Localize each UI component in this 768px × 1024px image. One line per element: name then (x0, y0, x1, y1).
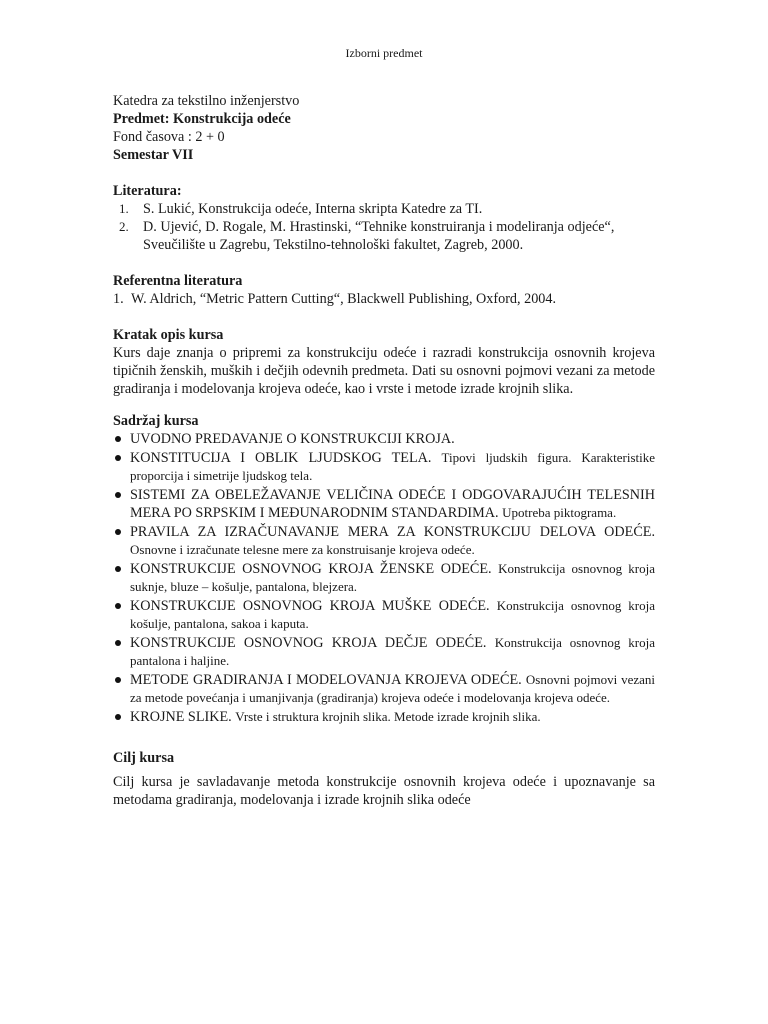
bullet-icon (115, 492, 121, 498)
sadrzaj-item (113, 449, 655, 485)
bullet-icon (115, 603, 121, 609)
katedra-line: Katedra za tekstilno inženjerstvo (113, 93, 300, 109)
semestar-line: Semestar VII (113, 147, 194, 163)
literatura-list (113, 200, 655, 254)
bullet-icon (115, 566, 121, 572)
sadrzaj-item (113, 430, 655, 448)
predmet-line: Predmet: Konstrukcija odeće (113, 111, 291, 127)
sadrzaj-list (113, 430, 655, 726)
sadrzaj-item (113, 597, 655, 633)
sadrzaj-item-title: KONSTRUKCIJE OSNOVNOG KROJA ŽENSKE ODEĆE. (130, 561, 492, 577)
referentna-item-number: 1. (113, 291, 124, 307)
sadrzaj-item (113, 708, 655, 726)
sadrzaj-item (113, 634, 655, 670)
opis-heading: Kratak opis kursa (113, 327, 224, 343)
bullet-icon (115, 714, 121, 720)
sadrzaj-item-detail: Osnovne i izračunate telesne mere za konstruisanje krojeva odeće. (130, 542, 475, 557)
sadrzaj-item-title: KONSTRUKCIJE OSNOVNOG KROJA MUŠKE ODEĆE. (130, 598, 490, 614)
referentna-list (113, 290, 655, 308)
sadrzaj-item-detail: Upotreba piktograma. (502, 505, 617, 520)
bullet-icon (115, 455, 121, 461)
referentna-item (113, 290, 655, 308)
opis-text: Kurs daje znanja o pripremi za konstrukciju odeće i razradi konstrukcija osnovnih krojeva tipičnih ženskih, muških i dečjih odevnih predmeta. Dati su osnovni pojmovi vezani za metode gradiranja i modelovanja krojeva odeće, kao i vrste i metode izrade krojnih slika. (113, 345, 655, 397)
literatura-item-number: 1. (119, 201, 129, 216)
referentna-heading: Referentna literatura (113, 273, 243, 289)
sadrzaj-item-detail: Konstrukcija osnovnog kroja suknje, bluze – košulje, pantalona, blejzera. (130, 561, 656, 594)
document-body (113, 92, 655, 809)
cilj-text: Cilj kursa je savladavanje metoda konstrukcije osnovnih krojeva odeće i upoznavanje sa metodama gradiranja, modelovanja i izrade krojnih slika odeće (113, 774, 655, 808)
sadrzaj-item (113, 671, 655, 707)
page-header: Izborni predmet (345, 46, 423, 60)
sadrzaj-item-title: METODE GRADIRANJA I MODELOVANJA KROJEVA ODEĆE. (130, 672, 522, 688)
fond-line: Fond časova : 2 + 0 (113, 129, 225, 145)
sadrzaj-item (113, 523, 655, 559)
sadrzaj-item-detail: Osnovni pojmovi vezani za metode povećanja i umanjivanja (gradiranja) krojeva odeće i modelovanja krojeva odeće. (130, 672, 655, 705)
sadrzaj-item-detail: Tipovi ljudskih figura. Karakteristike proporcija i simetrije ljudskog tela. (130, 450, 655, 483)
bullet-icon (115, 436, 121, 442)
cilj-heading: Cilj kursa (113, 750, 175, 766)
sadrzaj-item-title: PRAVILA ZA IZRAČUNAVANJE MERA ZA KONSTRUKCIJU DELOVA ODEĆE. (130, 524, 655, 540)
sadrzaj-item (113, 486, 655, 522)
literatura-item (113, 200, 655, 218)
bullet-icon (115, 677, 121, 683)
literatura-item (113, 218, 655, 254)
sadrzaj-item-title: KONSTITUCIJA I OBLIK LJUDSKOG TELA. (130, 450, 432, 466)
sadrzaj-item-title: KONSTRUKCIJE OSNOVNOG KROJA DEČJE ODEĆE. (130, 635, 487, 651)
sadrzaj-heading: Sadržaj kursa (113, 413, 199, 429)
sadrzaj-item (113, 560, 655, 596)
sadrzaj-item-detail: Konstrukcija osnovnog kroja pantalona i haljine. (130, 635, 656, 668)
literatura-item-number: 2. (119, 219, 129, 234)
sadrzaj-item-detail: Vrste i struktura krojnih slika. Metode izrade krojnih slika. (235, 709, 541, 724)
referentna-item-text: W. Aldrich, “Metric Pattern Cutting“, Blackwell Publishing, Oxford, 2004. (131, 291, 557, 307)
sadrzaj-item-title: UVODNO PREDAVANJE O KONSTRUKCIJI KROJA. (130, 431, 455, 447)
literatura-heading: Literatura: (113, 183, 182, 199)
literatura-item-text: D. Ujević, D. Rogale, M. Hrastinski, “Tehnike konstruiranja i modeliranja odjeće“, Sveučilište u Zagrebu, Tekstilno-tehnološki fakultet, Zagreb, 2000. (143, 219, 615, 253)
sadrzaj-item-detail: Konstrukcija osnovnog kroja košulje, pantalona, sakoa i kaputa. (130, 598, 656, 631)
bullet-icon (115, 529, 121, 535)
sadrzaj-item-title: KROJNE SLIKE. (130, 709, 232, 725)
sadrzaj-item-title: SISTEMI ZA OBELEŽAVANJE VELIČINA ODEĆE I ODGOVARAJUĆIH TELESNIH MERA PO SRPSKIM I MEĐUNARODNIM STANDARDIMA. (130, 487, 655, 521)
bullet-icon (115, 640, 121, 646)
literatura-item-text: S. Lukić, Konstrukcija odeće, Interna skripta Katedre za TI. (143, 201, 483, 217)
